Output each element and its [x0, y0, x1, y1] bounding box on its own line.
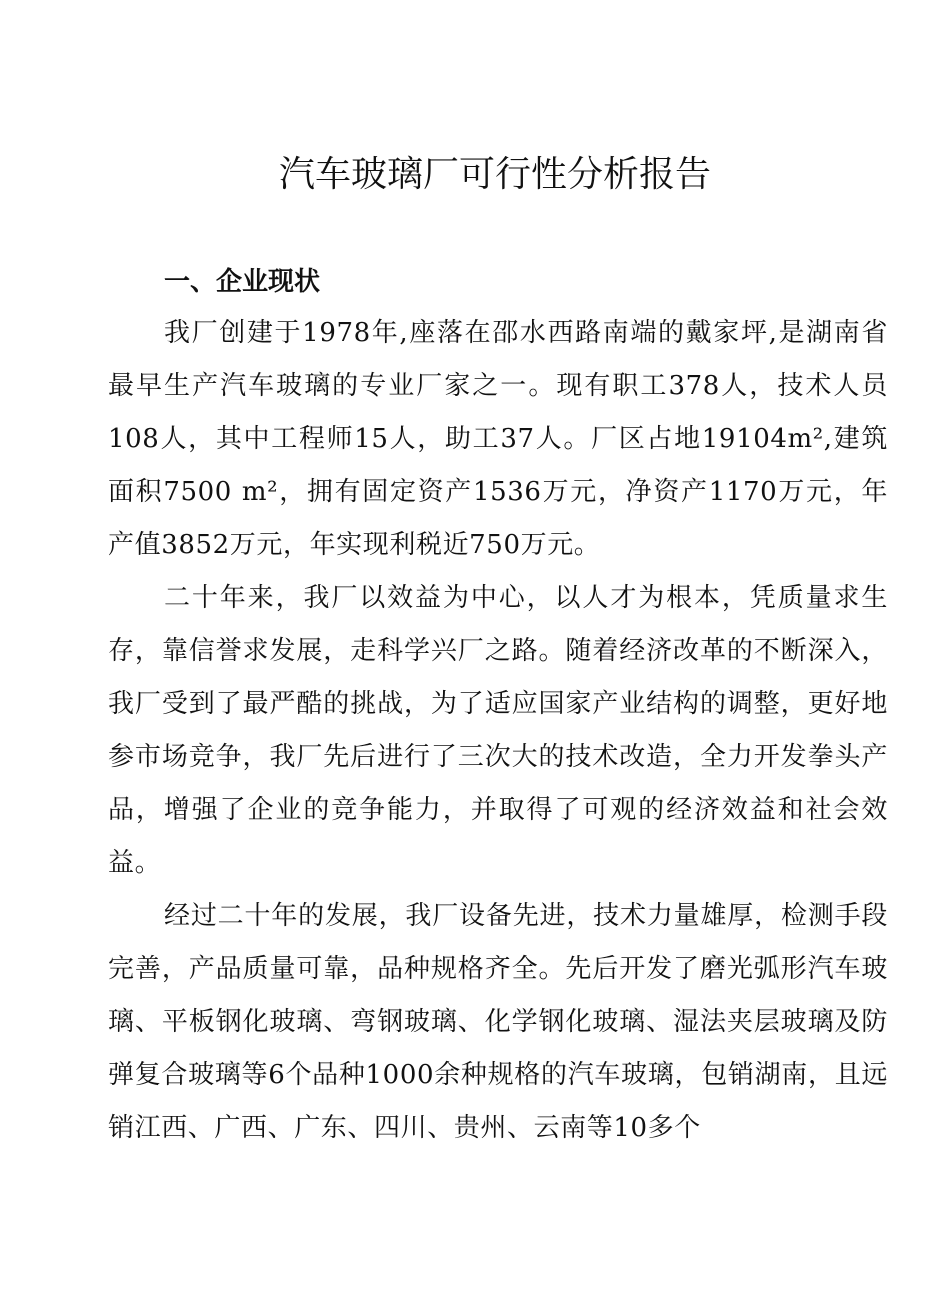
section-heading: 一、企业现状	[164, 267, 321, 297]
paragraph-products-markets: 经过二十年的发展，我厂设备先进，技术力量雄厚，检测手段完善，产品质量可靠，品种规格齐全。先后开发了磨光弧形汽车玻璃、平板钢化玻璃、弯钢玻璃、化学钢化玻璃、湿法夹层玻璃及防弹复合玻璃等6个品种1000余种规格的汽车玻璃，包销湖南，且远销江西、广西、广东、四川、贵州、云南等10多个	[108, 901, 888, 1143]
document-title: 汽车玻璃厂可行性分析报告	[278, 154, 711, 195]
paragraph-company-overview: 我厂创建于1978年,座落在邵水西路南端的戴家坪,是湖南省最早生产汽车玻璃的专业厂家之一。现有职工378人，技术人员108人，其中工程师15人，助工37人。厂区占地19104m²,建筑面积7500 m²，拥有固定资产1536万元，净资产1170万元，年产值3852万元，年实现利税近750万元。	[108, 318, 888, 560]
paragraph-development-history: 二十年来，我厂以效益为中心，以人才为根本，凭质量求生存，靠信誉求发展，走科学兴厂之路。随着经济改革的不断深入，我厂受到了最严酷的挑战，为了适应国家产业结构的调整，更好地参市场竞争，我厂先后进行了三次大的技术改造，全力开发拳头产品，增强了企业的竞争能力，并取得了可观的经济效益和社会效益。	[108, 583, 888, 878]
